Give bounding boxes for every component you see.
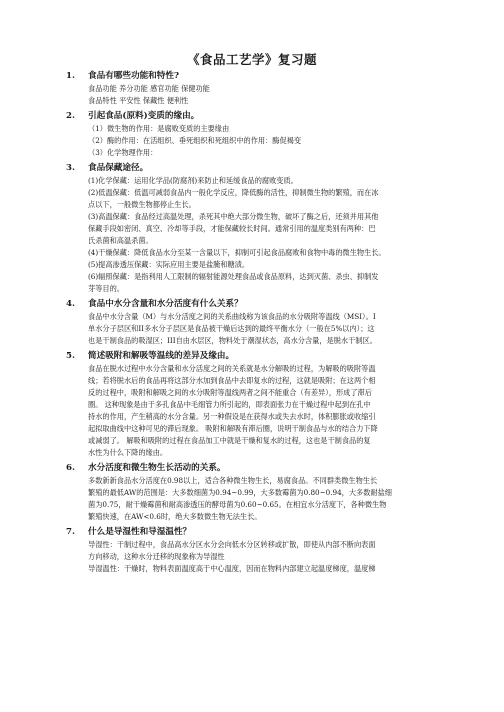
- answer-body: [66, 175, 446, 295]
- answer-line: （3）化学物理作用：: [88, 148, 158, 157]
- question-number: 4.: [66, 299, 75, 309]
- answer-line: 氏杀菌和高温杀菌。: [88, 236, 153, 245]
- answer-line: (1)化学保藏：运用化学品(防腐剂)来防止和延缓食品的腐败变质。: [88, 176, 298, 185]
- answer-line: (3)高温保藏：食品经过高温处理，杀死其中绝大部分微生物，破坏了酶之后，还须并用其他: [88, 212, 379, 221]
- answer-line: 持水的作用，产生稍高的水分含量。另一种假设是在获得水或失去水时，体积膨胀或收缩引: [88, 412, 376, 421]
- answer-line: 圈。 这种现象是由于多孔食品中毛细管力所引起的，即表面张力在干燥过程中起到在孔中: [88, 400, 371, 409]
- answer-line: (2)低温保藏：低温可减弱食品内一般化学反应，降低酶的活性，抑制微生物的繁殖，而在冰: [88, 188, 379, 197]
- answer-line: (4)干燥保藏：降低食品水分至某一含量以下，抑制可引起食品腐败和食物中毒的微生物生长。: [88, 248, 386, 257]
- question-text: 水分活度和微生物生长活动的关系。: [88, 463, 226, 473]
- answer-line: 线；若将脱水后的食品再将这部分水加到食品中去即复水的过程，这就是吸附；在这两个相: [88, 376, 376, 385]
- question-text: 简述吸附和解吸等温线的差异及缘由。: [88, 351, 235, 361]
- answer-line: 也是干制食品的吸湿区；III自由水层区，物料处于潮湿状态，高水分含量，是脱水干制区。: [88, 336, 377, 345]
- answer-line: 芽等目的。: [88, 284, 124, 293]
- question-text: 食品中水分含量和水分活度有什么关系？: [88, 299, 243, 309]
- question-section: [66, 350, 446, 462]
- question-text: 食品保藏途径。: [88, 163, 149, 173]
- question-heading: [66, 526, 446, 539]
- answer-line: 导湿性：干制过程中，食品高水分区水分会向低水分区转移或扩散，即使从内部不断向表面: [88, 540, 376, 549]
- document-title: 《食品工艺学》复习题: [186, 52, 317, 67]
- answer-line: 多数新新食品水分活度在0.98以上，适合各种微生物生长，易腐食品。不同群类微生物生长: [88, 476, 378, 485]
- question-text: 食品有哪些功能和特性?: [88, 71, 179, 81]
- answer-line: 食品中水分含量（M）与水分活度之间的关系曲线称为该食品的水分吸附等温线（MSI）。I: [88, 312, 376, 321]
- question-number: 2.: [66, 111, 75, 121]
- question-heading: [66, 162, 446, 175]
- answer-body: [66, 123, 446, 159]
- answer-line: 繁殖的最低AW的范围是：大多数细菌为0.94~0.99，大多数霉菌为0.80~0.94，大多数耐盐细: [88, 488, 392, 497]
- question-number: 7.: [66, 527, 75, 537]
- answer-line: 食品功能 养分功能 感官功能 保健功能: [88, 84, 210, 93]
- question-number: 1.: [66, 71, 75, 81]
- question-section: [66, 70, 446, 110]
- answer-line: （1）微生物的作用：是腐败变质的主要缘由: [88, 124, 230, 133]
- question-text: 什么是导湿性和导湿温性？: [88, 527, 192, 537]
- question-section: [66, 298, 446, 350]
- question-list: [66, 70, 446, 578]
- question-section: [66, 162, 446, 298]
- answer-body: [66, 475, 446, 523]
- question-number: 3.: [66, 163, 75, 173]
- question-heading: [66, 350, 446, 363]
- answer-line: 菌为0.75，耐干燥霉菌和耐高渗透压的酵母菌为0.60~0.65。在相宜水分活度下，各种微生物: [88, 500, 387, 509]
- question-heading: [66, 462, 446, 475]
- answer-line: 导湿温性：干燥时，物料表面温度高于中心温度，因而在物料内部建立起温度梯度，温度梯: [88, 564, 376, 573]
- answer-line: 点以下，一般微生物都停止生长。: [88, 200, 196, 209]
- question-number: 5.: [66, 351, 75, 361]
- answer-body: [66, 83, 446, 107]
- answer-line: 繁殖快速，在AW<0.6时，绝大多数微生物无法生长。: [88, 512, 262, 521]
- answer-line: (6)辐照保藏：是指利用人工限制的辐射能源处理食品或食品原料，达到灭菌、杀虫、抑制发: [88, 272, 379, 281]
- answer-line: 反的过程中，吸附和解吸之间的水分吸附等温线两者之间不能重合（有差异），形成了滞后: [88, 388, 372, 397]
- answer-line: (5)提高渗透压保藏：实际应用主要是盐腌和糖渍。: [88, 260, 250, 269]
- question-section: [66, 526, 446, 578]
- question-heading: [66, 298, 446, 311]
- answer-line: 起拟取曲线中这种可见的滞后现象。 吸附和解吸有滞后圈，说明干制食品与水的结合力下降: [88, 424, 378, 433]
- question-heading: [66, 70, 446, 83]
- answer-line: 食品特性 平安性 保藏性 便利性: [88, 96, 189, 105]
- answer-line: 方向移动，这种水分迁移的现象称为导湿性: [88, 552, 225, 561]
- answer-body: [66, 539, 446, 575]
- answer-line: 保藏手段如密闭、真空、冷却等手段，才能保藏较长时间。通常引用的温度类别有两种：巴: [88, 224, 376, 233]
- question-section: [66, 110, 446, 162]
- question-text: 引起食品(原料)变质的缘由。: [88, 111, 200, 121]
- answer-line: 水性为什么下降的缘由。: [88, 448, 168, 457]
- answer-line: 或减弱了。 解吸和吸附的过程在食品加工中就是干燥和复水的过程，这也是干制食品的复: [88, 436, 371, 445]
- answer-line: 单水分子层区和II多水分子层区是食品被干燥后达到的最终平衡水分（一般在5%以内）；这: [88, 324, 375, 333]
- answer-line: （2）酶的作用：在活组织、垂死组织和死组织中的作用：酶促褐变: [88, 136, 302, 145]
- question-number: 6.: [66, 463, 75, 473]
- answer-body: [66, 311, 446, 347]
- question-section: [66, 462, 446, 526]
- answer-line: 食品在脱水过程中水分含量和水分活度之间的关系就是水分解吸的过程，为解吸的吸附等温: [88, 364, 376, 373]
- answer-body: [66, 363, 446, 459]
- question-heading: [66, 110, 446, 123]
